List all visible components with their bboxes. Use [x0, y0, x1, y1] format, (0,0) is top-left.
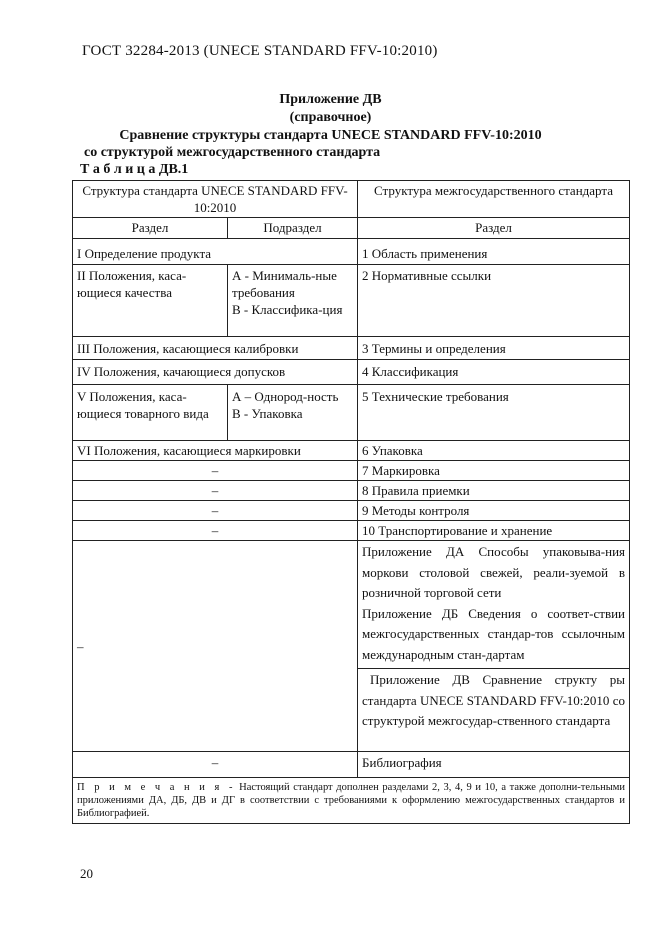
cell-right: 6 Упаковка: [358, 441, 630, 461]
appendix-da-text: Приложение ДА Способы упаковыва-ния моркови столовой свежей, реали-зуемой в розничной торговой сети: [362, 544, 626, 600]
cell-right: [358, 541, 630, 669]
cell-left: –: [73, 501, 358, 521]
table-row: [73, 385, 630, 441]
comparison-title: Сравнение структуры стандарта UNECE STANDARD FFV-10:2010: [119, 128, 542, 143]
cell-right: 7 Маркировка: [358, 461, 630, 481]
table-row: [73, 265, 630, 337]
table-row: [73, 337, 630, 360]
cell-right: 10 Транспортирование и хранение: [358, 521, 630, 541]
cell-left: III Положения, касающиеся калибровки: [73, 337, 358, 360]
table-row: [73, 541, 630, 669]
note-label: П р и м е ч а н и я -: [77, 782, 236, 793]
cell-left: –: [73, 461, 358, 481]
cell-right: 4 Классификация: [358, 360, 630, 385]
table-note-row: [73, 778, 630, 824]
cell-right: 9 Методы контроля: [358, 501, 630, 521]
cell-left: –: [73, 541, 358, 752]
cell-left: –: [73, 481, 358, 501]
table-row: [73, 521, 630, 541]
cell-right: Библиография: [358, 752, 630, 778]
subheader-section-right: Раздел: [358, 218, 630, 239]
comparison-table: [72, 180, 630, 824]
cell-right: 3 Термины и определения: [358, 337, 630, 360]
subheader-section: Раздел: [73, 218, 228, 239]
table-row: [73, 501, 630, 521]
cell-right: 2 Нормативные ссылки: [358, 265, 630, 337]
cell-right: 8 Правила приемки: [358, 481, 630, 501]
appendix-db-text: Приложение ДБ Сведения о соответ-ствии межгосударственных стандар-тов ссылочным международным стан-дартам: [362, 605, 626, 662]
cell-left: II Положения, каса-ющиеся качества: [73, 265, 228, 337]
table-header-row: [73, 181, 630, 218]
cell-right: 1 Область применения: [358, 239, 630, 265]
table-note: [73, 778, 630, 824]
cell-left: –: [73, 752, 358, 778]
table-row: [73, 461, 630, 481]
table-label: Т а б л и ц а ДВ.1: [80, 162, 189, 177]
table-row: [73, 360, 630, 385]
document-header: ГОСТ 32284-2013 (UNECE STANDARD FFV-10:2010): [82, 43, 438, 59]
cell-left: –: [73, 521, 358, 541]
subheader-subsection: Подраздел: [228, 218, 358, 239]
table-row: [73, 239, 630, 265]
table-row: [73, 752, 630, 778]
cell-sub: А – Однород-ность В - Упаковка: [228, 385, 358, 441]
header-interstate: Структура межгосударственного стандарта: [358, 181, 630, 218]
cell-left: IV Положения, качающиеся допусков: [73, 360, 358, 385]
cell-right: 5 Технические требования: [358, 385, 630, 441]
cell-left: V Положения, каса-ющиеся товарного вида: [73, 385, 228, 441]
cell-left: I Определение продукта: [73, 239, 358, 265]
cell-right: Приложение ДВ Сравнение структу ры стандарта UNECE STANDARD FFV-10:2010 со структурой межгосудар-ственного стандарта: [358, 669, 630, 752]
comparison-title-cont: со структурой межгосударственного стандарта: [84, 145, 381, 160]
table-row: [73, 481, 630, 501]
appendix-subtitle: (справочное): [289, 110, 372, 125]
page-number: 20: [80, 866, 93, 881]
cell-left: VI Положения, касающиеся маркировки: [73, 441, 358, 461]
cell-sub: А - Минималь-ные требования В - Классифика-ция: [228, 265, 358, 337]
header-unece: Структура стандарта UNECE STANDARD FFV-10:2010: [73, 181, 358, 218]
note-text: Настоящий стандарт дополнен разделами 2, 3, 4, 9 и 10, а также дополни-тельными приложениями ДА, ДБ, ДВ и ДГ в соответствии с требованиями к оформлению межгосударственных стандартов и Библиографией.: [77, 782, 626, 819]
table-row: [73, 441, 630, 461]
appendix-title: Приложение ДВ: [279, 92, 382, 107]
table-subheader-row: [73, 218, 630, 239]
